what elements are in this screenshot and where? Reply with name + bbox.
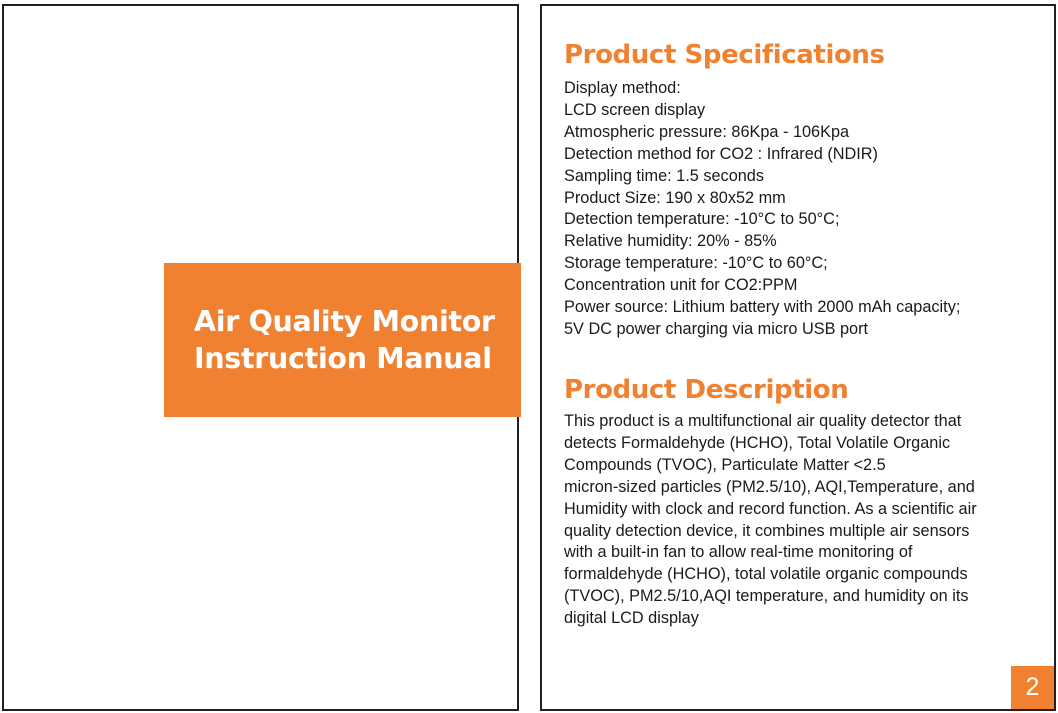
spec-line: Display method: [564,79,681,97]
description-heading: Product Description [564,375,849,405]
description-line: quality detection device, it combines multiple air sensors [564,521,970,540]
content-page [540,4,1056,711]
page-number-badge: 2 [1011,666,1054,709]
spec-line: Relative humidity: 20% - 85% [564,232,777,251]
spec-line: Power source: Lithium battery with 2000 mAh capacity; [564,298,961,317]
description-line: Humidity with clock and record function. As a scientific air [564,499,977,518]
specifications-heading: Product Specifications [564,40,885,70]
description-line: with a built-in fan to allow real-time monitoring of [564,543,913,562]
spec-line: Storage temperature: -10°C to 60°C; [564,254,828,273]
description-line: digital LCD display [564,609,699,628]
description-line: micron-sized particles (PM2.5/10), AQI,Temperature, and [564,477,975,496]
spec-line: Product Size: 190 x 80x52 mm [564,188,786,207]
spec-line: 5V DC power charging via micro USB port [564,319,869,338]
spec-line: LCD screen display [564,100,706,119]
description-line: formaldehyde (HCHO), total volatile organic compounds [564,565,968,584]
description-line: This product is a multifunctional air quality detector that [564,412,962,430]
description-line: detects Formaldehyde (HCHO), Total Volatile Organic [564,433,951,452]
cover-title-line-2: Instruction Manual [194,342,492,375]
spec-line: Detection temperature: -10°C to 50°C; [564,210,840,229]
spec-line: Detection method for CO2 : Infrared (NDIR) [564,144,878,163]
description-line: Compounds (TVOC), Particulate Matter <2.5 [564,455,886,474]
specifications-list [564,78,1044,341]
cover-page [2,4,519,711]
spec-line: Sampling time: 1.5 seconds [564,166,765,185]
cover-title-block [164,263,521,417]
cover-title-line-1: Air Quality Monitor [194,305,495,338]
description-line: (TVOC), PM2.5/10,AQI temperature, and humidity on its [564,587,969,606]
spec-line: Concentration unit for CO2:PPM [564,276,798,295]
description-paragraph [564,411,1044,630]
spec-line: Atmospheric pressure: 86Kpa - 106Kpa [564,122,850,141]
